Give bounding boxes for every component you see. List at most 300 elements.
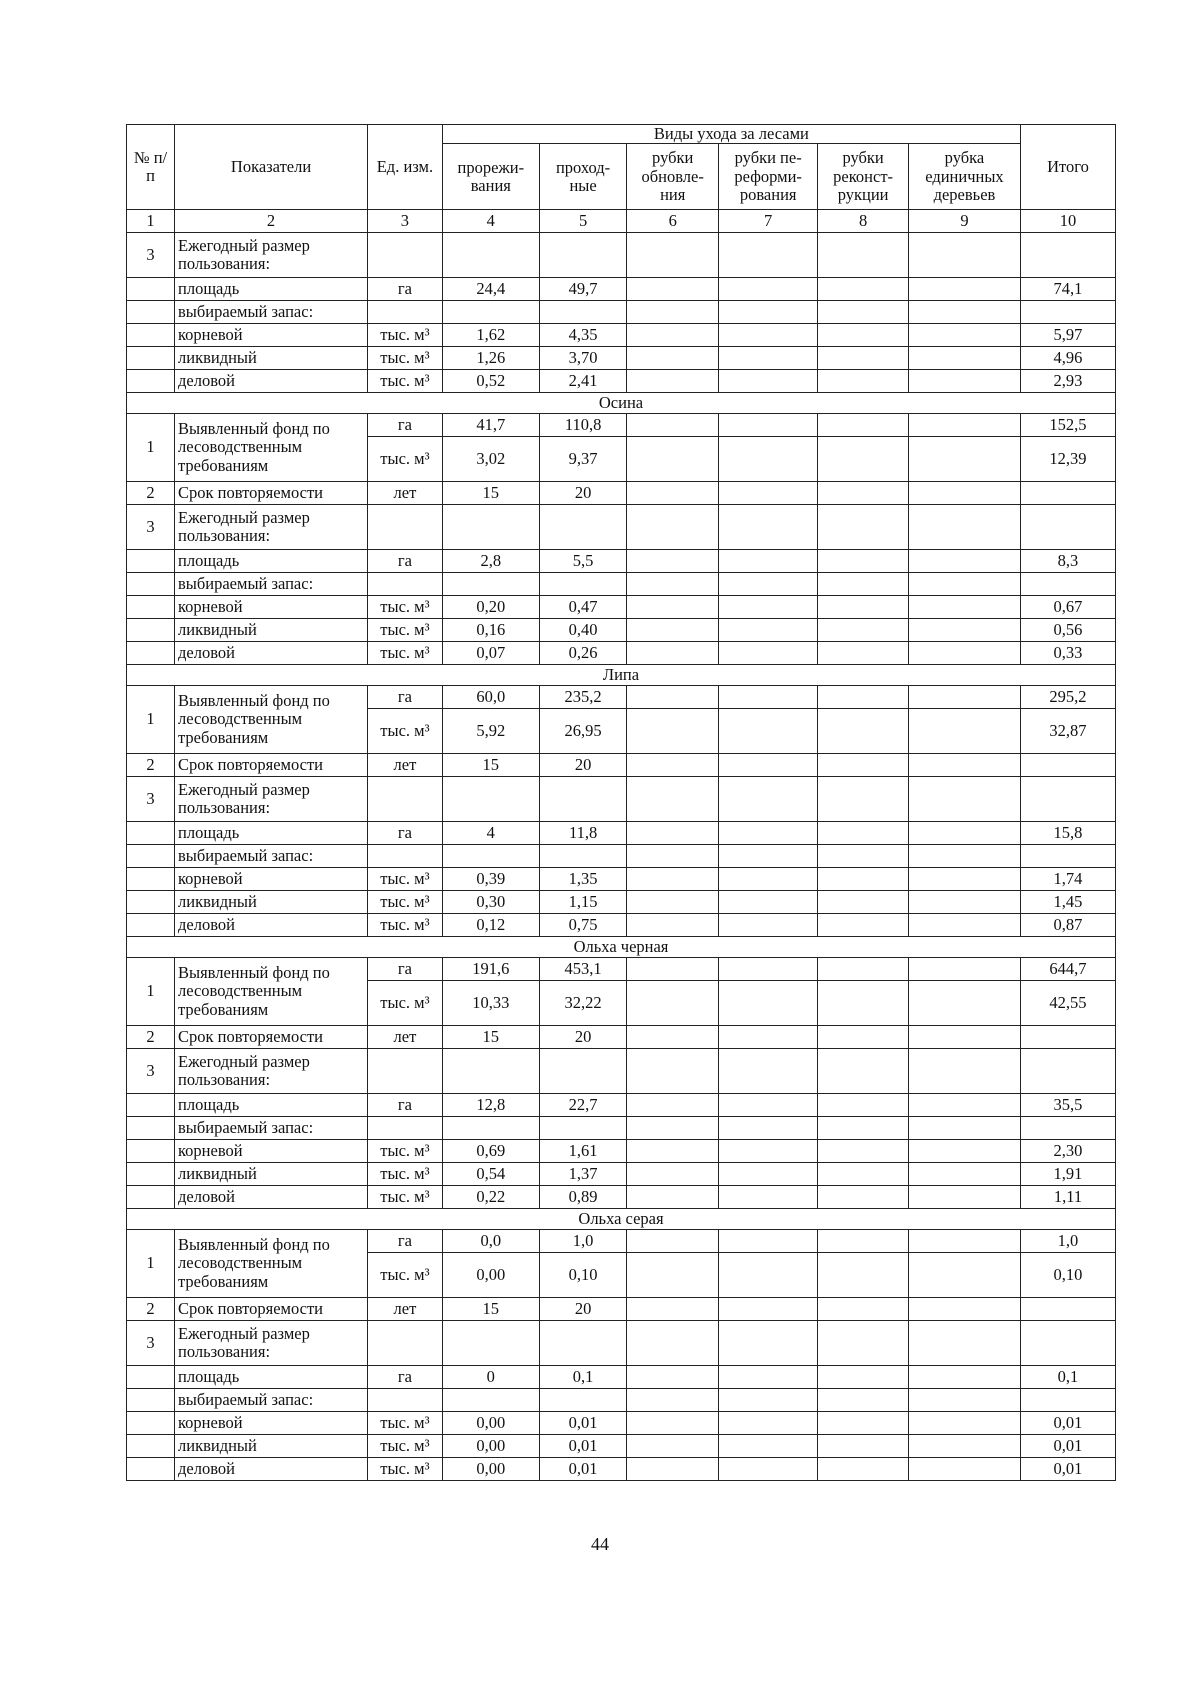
empty-cell	[818, 1253, 909, 1298]
empty-cell	[442, 845, 539, 868]
empty-cell	[719, 709, 818, 754]
empty-cell	[719, 573, 818, 596]
value-total: 32,87	[1020, 709, 1115, 754]
header-col-single-trees: рубка единичных деревьев	[908, 144, 1020, 210]
empty-cell	[627, 822, 719, 845]
value-passing: 49,7	[539, 278, 626, 301]
annual-size-row	[127, 777, 1116, 822]
indicator-label: ликвидный	[175, 1435, 368, 1458]
empty-cell	[908, 233, 1020, 278]
empty-cell	[818, 1458, 909, 1481]
indicator-label: выбираемый запас:	[175, 1389, 368, 1412]
stock-label-row	[127, 1117, 1116, 1140]
row-number-cell	[127, 550, 175, 573]
area-row	[127, 1094, 1116, 1117]
empty-cell	[719, 1094, 818, 1117]
empty-cell	[818, 709, 909, 754]
empty-cell	[908, 914, 1020, 937]
indicator-label: Ежегодный размер пользования:	[175, 1049, 368, 1094]
empty-cell	[908, 777, 1020, 822]
row-number: 2	[127, 1026, 175, 1049]
row-number-cell	[127, 596, 175, 619]
empty-cell	[818, 1049, 909, 1094]
unit-cell: тыс. м³	[368, 596, 443, 619]
empty-cell	[719, 868, 818, 891]
col-number: 3	[368, 210, 443, 233]
empty-cell	[627, 1435, 719, 1458]
empty-cell	[627, 370, 719, 393]
value-total: 12,39	[1020, 437, 1115, 482]
empty-cell	[818, 347, 909, 370]
unit-cell: га	[368, 1094, 443, 1117]
empty-cell	[818, 754, 909, 777]
header-indicators: Показатели	[175, 125, 368, 210]
value-passing: 4,35	[539, 324, 626, 347]
value-thinning: 2,8	[442, 550, 539, 573]
empty-cell	[539, 777, 626, 822]
page-number: 44	[591, 1534, 609, 1554]
empty-cell	[719, 1140, 818, 1163]
empty-cell	[627, 868, 719, 891]
empty-cell	[719, 981, 818, 1026]
empty-cell	[818, 1163, 909, 1186]
empty-cell	[442, 1117, 539, 1140]
value-passing: 20	[539, 1298, 626, 1321]
empty-cell	[627, 1298, 719, 1321]
empty-cell	[908, 1412, 1020, 1435]
value-thinning: 15	[442, 754, 539, 777]
value-thinning: 0,00	[442, 1458, 539, 1481]
empty-cell	[719, 891, 818, 914]
empty-cell	[1020, 1049, 1115, 1094]
value-thinning: 15	[442, 1026, 539, 1049]
empty-cell	[627, 1026, 719, 1049]
value-thinning: 15	[442, 482, 539, 505]
empty-cell	[818, 278, 909, 301]
value-passing: 22,7	[539, 1094, 626, 1117]
header-row-1	[127, 125, 1116, 144]
empty-cell	[539, 301, 626, 324]
value-thinning: 0	[442, 1366, 539, 1389]
value-passing: 32,22	[539, 981, 626, 1026]
empty-cell	[627, 301, 719, 324]
empty-cell	[1020, 845, 1115, 868]
empty-cell	[1020, 1026, 1115, 1049]
stock-row	[127, 619, 1116, 642]
indicator-label: Выявленный фонд по лесоводственным требованиям	[175, 958, 368, 1026]
empty-cell	[719, 754, 818, 777]
empty-cell	[818, 868, 909, 891]
empty-cell	[908, 686, 1020, 709]
col-number: 6	[627, 210, 719, 233]
value-thinning: 0,30	[442, 891, 539, 914]
unit-cell: лет	[368, 1298, 443, 1321]
indicator-label: ликвидный	[175, 1163, 368, 1186]
value-total: 0,10	[1020, 1253, 1115, 1298]
unit-cell: тыс. м³	[368, 1412, 443, 1435]
empty-cell	[627, 550, 719, 573]
indicator-label: Ежегодный размер пользования:	[175, 777, 368, 822]
unit-cell: га	[368, 958, 443, 981]
unit-cell: тыс. м³	[368, 891, 443, 914]
value-thinning: 0,0	[442, 1230, 539, 1253]
empty-cell	[818, 505, 909, 550]
value-passing: 1,0	[539, 1230, 626, 1253]
area-row	[127, 550, 1116, 573]
empty-cell	[908, 1186, 1020, 1209]
unit-cell: тыс. м³	[368, 619, 443, 642]
empty-cell	[719, 1458, 818, 1481]
row-number: 3	[127, 777, 175, 822]
indicator-label: Выявленный фонд по лесоводственным требованиям	[175, 1230, 368, 1298]
empty-cell	[1020, 1389, 1115, 1412]
empty-cell	[627, 1186, 719, 1209]
empty-cell	[719, 845, 818, 868]
indicator-label: Срок повторяемости	[175, 754, 368, 777]
empty-cell	[908, 868, 1020, 891]
value-passing: 1,15	[539, 891, 626, 914]
empty-cell	[368, 301, 443, 324]
empty-cell	[908, 596, 1020, 619]
row-number-cell	[127, 370, 175, 393]
stock-label-row	[127, 1389, 1116, 1412]
value-thinning: 0,16	[442, 619, 539, 642]
annual-size-row	[127, 1321, 1116, 1366]
row-number: 2	[127, 1298, 175, 1321]
value-total: 2,30	[1020, 1140, 1115, 1163]
empty-cell	[1020, 301, 1115, 324]
species-title: Ольха черная	[127, 937, 1116, 958]
empty-cell	[1020, 1298, 1115, 1321]
row-number-cell	[127, 573, 175, 596]
unit-cell: тыс. м³	[368, 1140, 443, 1163]
empty-cell	[627, 845, 719, 868]
empty-cell	[719, 1435, 818, 1458]
empty-cell	[818, 891, 909, 914]
empty-cell	[442, 573, 539, 596]
empty-cell	[908, 845, 1020, 868]
empty-cell	[627, 1230, 719, 1253]
value-passing: 0,75	[539, 914, 626, 937]
indicator-label: Выявленный фонд по лесоводственным требованиям	[175, 414, 368, 482]
unit-cell: га	[368, 686, 443, 709]
value-total: 0,01	[1020, 1458, 1115, 1481]
indicator-label: Срок повторяемости	[175, 1026, 368, 1049]
empty-cell	[818, 619, 909, 642]
area-row	[127, 278, 1116, 301]
indicator-label: корневой	[175, 1412, 368, 1435]
indicator-label: ликвидный	[175, 347, 368, 370]
empty-cell	[818, 573, 909, 596]
indicator-label: деловой	[175, 642, 368, 665]
empty-cell	[1020, 777, 1115, 822]
empty-cell	[818, 1026, 909, 1049]
empty-cell	[818, 686, 909, 709]
empty-cell	[539, 1117, 626, 1140]
indicator-label: площадь	[175, 1366, 368, 1389]
empty-cell	[719, 324, 818, 347]
empty-cell	[818, 1230, 909, 1253]
empty-cell	[908, 709, 1020, 754]
value-total: 0,67	[1020, 596, 1115, 619]
value-total: 0,56	[1020, 619, 1115, 642]
value-passing: 5,5	[539, 550, 626, 573]
value-passing: 1,35	[539, 868, 626, 891]
stock-row	[127, 1163, 1116, 1186]
value-thinning: 191,6	[442, 958, 539, 981]
value-total: 1,0	[1020, 1230, 1115, 1253]
row-number-cell	[127, 324, 175, 347]
unit-cell: тыс. м³	[368, 981, 443, 1026]
indicator-label: выбираемый запас:	[175, 1117, 368, 1140]
value-total: 2,93	[1020, 370, 1115, 393]
empty-cell	[627, 482, 719, 505]
unit-cell: тыс. м³	[368, 642, 443, 665]
value-passing: 0,40	[539, 619, 626, 642]
value-total: 8,3	[1020, 550, 1115, 573]
period-row	[127, 1026, 1116, 1049]
row-number-cell	[127, 1389, 175, 1412]
fund-row	[127, 414, 1116, 437]
unit-cell: тыс. м³	[368, 914, 443, 937]
column-numbers-row	[127, 210, 1116, 233]
period-row	[127, 482, 1116, 505]
empty-cell	[368, 573, 443, 596]
indicator-label: Срок повторяемости	[175, 482, 368, 505]
indicator-label: площадь	[175, 278, 368, 301]
empty-cell	[442, 1389, 539, 1412]
header-col-reforming: рубки пе-реформи-рования	[719, 144, 818, 210]
row-number: 1	[127, 958, 175, 1026]
value-total: 1,91	[1020, 1163, 1115, 1186]
unit-cell: лет	[368, 1026, 443, 1049]
empty-cell	[719, 642, 818, 665]
empty-cell	[719, 686, 818, 709]
value-total: 1,11	[1020, 1186, 1115, 1209]
value-total: 0,1	[1020, 1366, 1115, 1389]
value-thinning: 1,26	[442, 347, 539, 370]
row-number-cell	[127, 1186, 175, 1209]
col-number: 7	[719, 210, 818, 233]
empty-cell	[908, 642, 1020, 665]
empty-cell	[818, 958, 909, 981]
value-passing: 26,95	[539, 709, 626, 754]
value-passing: 0,01	[539, 1412, 626, 1435]
period-row	[127, 754, 1116, 777]
row-number: 2	[127, 482, 175, 505]
empty-cell	[719, 347, 818, 370]
empty-cell	[539, 845, 626, 868]
empty-cell	[627, 573, 719, 596]
empty-cell	[908, 1298, 1020, 1321]
empty-cell	[719, 482, 818, 505]
value-passing: 0,47	[539, 596, 626, 619]
indicator-label: ликвидный	[175, 891, 368, 914]
stock-row	[127, 1186, 1116, 1209]
value-passing: 0,26	[539, 642, 626, 665]
empty-cell	[442, 777, 539, 822]
empty-cell	[719, 1230, 818, 1253]
empty-cell	[368, 777, 443, 822]
row-number-cell	[127, 868, 175, 891]
row-number: 2	[127, 754, 175, 777]
stock-label-row	[127, 301, 1116, 324]
value-total: 295,2	[1020, 686, 1115, 709]
empty-cell	[818, 1117, 909, 1140]
unit-cell: тыс. м³	[368, 347, 443, 370]
empty-cell	[627, 754, 719, 777]
empty-cell	[908, 1026, 1020, 1049]
col-number: 10	[1020, 210, 1115, 233]
unit-cell: тыс. м³	[368, 1163, 443, 1186]
row-number: 3	[127, 505, 175, 550]
empty-cell	[818, 550, 909, 573]
empty-cell	[908, 505, 1020, 550]
empty-cell	[719, 1049, 818, 1094]
empty-cell	[627, 619, 719, 642]
forest-care-table	[126, 124, 1116, 1481]
empty-cell	[908, 324, 1020, 347]
col-number: 5	[539, 210, 626, 233]
unit-cell: тыс. м³	[368, 1458, 443, 1481]
empty-cell	[368, 505, 443, 550]
empty-cell	[908, 1435, 1020, 1458]
empty-cell	[1020, 754, 1115, 777]
empty-cell	[818, 233, 909, 278]
species-title: Осина	[127, 393, 1116, 414]
empty-cell	[1020, 233, 1115, 278]
row-number: 3	[127, 233, 175, 278]
empty-cell	[368, 1389, 443, 1412]
row-number-cell	[127, 1435, 175, 1458]
empty-cell	[1020, 573, 1115, 596]
species-title-row	[127, 665, 1116, 686]
row-number-cell	[127, 914, 175, 937]
empty-cell	[818, 1435, 909, 1458]
value-thinning: 60,0	[442, 686, 539, 709]
annual-size-row	[127, 233, 1116, 278]
empty-cell	[442, 505, 539, 550]
empty-cell	[719, 1366, 818, 1389]
header-total: Итого	[1020, 125, 1115, 210]
indicator-label: корневой	[175, 868, 368, 891]
row-number-cell	[127, 301, 175, 324]
empty-cell	[818, 642, 909, 665]
indicator-label: площадь	[175, 822, 368, 845]
indicator-label: выбираемый запас:	[175, 301, 368, 324]
row-number-cell	[127, 845, 175, 868]
stock-row	[127, 914, 1116, 937]
empty-cell	[368, 1049, 443, 1094]
unit-cell: га	[368, 550, 443, 573]
empty-cell	[627, 1163, 719, 1186]
empty-cell	[627, 505, 719, 550]
empty-cell	[818, 437, 909, 482]
area-row	[127, 822, 1116, 845]
value-passing: 0,10	[539, 1253, 626, 1298]
row-number: 3	[127, 1321, 175, 1366]
empty-cell	[539, 1049, 626, 1094]
row-number-cell	[127, 1163, 175, 1186]
indicator-label: деловой	[175, 1186, 368, 1209]
indicator-label: площадь	[175, 550, 368, 573]
value-thinning: 4	[442, 822, 539, 845]
empty-cell	[818, 1366, 909, 1389]
value-passing: 0,1	[539, 1366, 626, 1389]
value-thinning: 24,4	[442, 278, 539, 301]
col-number: 4	[442, 210, 539, 233]
empty-cell	[442, 1049, 539, 1094]
empty-cell	[719, 1253, 818, 1298]
empty-cell	[368, 1117, 443, 1140]
empty-cell	[818, 324, 909, 347]
empty-cell	[627, 1140, 719, 1163]
species-title-row	[127, 1209, 1116, 1230]
value-thinning: 0,54	[442, 1163, 539, 1186]
value-thinning: 0,07	[442, 642, 539, 665]
header-col-thinning: прорежи-вания	[442, 144, 539, 210]
row-number-cell	[127, 1140, 175, 1163]
unit-cell: тыс. м³	[368, 868, 443, 891]
empty-cell	[818, 1094, 909, 1117]
col-number: 8	[818, 210, 909, 233]
empty-cell	[627, 1117, 719, 1140]
empty-cell	[908, 1163, 1020, 1186]
value-total: 5,97	[1020, 324, 1115, 347]
indicator-label: корневой	[175, 596, 368, 619]
empty-cell	[627, 1366, 719, 1389]
empty-cell	[818, 777, 909, 822]
empty-cell	[627, 596, 719, 619]
value-thinning: 0,12	[442, 914, 539, 937]
row-number: 1	[127, 414, 175, 482]
value-passing: 11,8	[539, 822, 626, 845]
indicator-label: площадь	[175, 1094, 368, 1117]
indicator-label: деловой	[175, 914, 368, 937]
empty-cell	[627, 437, 719, 482]
empty-cell	[627, 1049, 719, 1094]
empty-cell	[719, 914, 818, 937]
empty-cell	[627, 347, 719, 370]
value-total: 15,8	[1020, 822, 1115, 845]
header-col-reconstruction: рубки реконст-рукции	[818, 144, 909, 210]
row-number-cell	[127, 1094, 175, 1117]
empty-cell	[627, 709, 719, 754]
empty-cell	[818, 914, 909, 937]
unit-cell: тыс. м³	[368, 324, 443, 347]
row-number-cell	[127, 278, 175, 301]
empty-cell	[539, 505, 626, 550]
header-col-passing: проход-ные	[539, 144, 626, 210]
empty-cell	[719, 958, 818, 981]
value-total: 35,5	[1020, 1094, 1115, 1117]
stock-row	[127, 324, 1116, 347]
empty-cell	[908, 370, 1020, 393]
empty-cell	[719, 437, 818, 482]
indicator-label: корневой	[175, 1140, 368, 1163]
fund-row	[127, 958, 1116, 981]
col-number: 9	[908, 210, 1020, 233]
value-passing: 9,37	[539, 437, 626, 482]
empty-cell	[719, 1117, 818, 1140]
row-number-cell	[127, 642, 175, 665]
empty-cell	[908, 1458, 1020, 1481]
value-passing: 20	[539, 482, 626, 505]
empty-cell	[818, 370, 909, 393]
empty-cell	[908, 981, 1020, 1026]
empty-cell	[908, 822, 1020, 845]
header-no: № п/п	[127, 125, 175, 210]
